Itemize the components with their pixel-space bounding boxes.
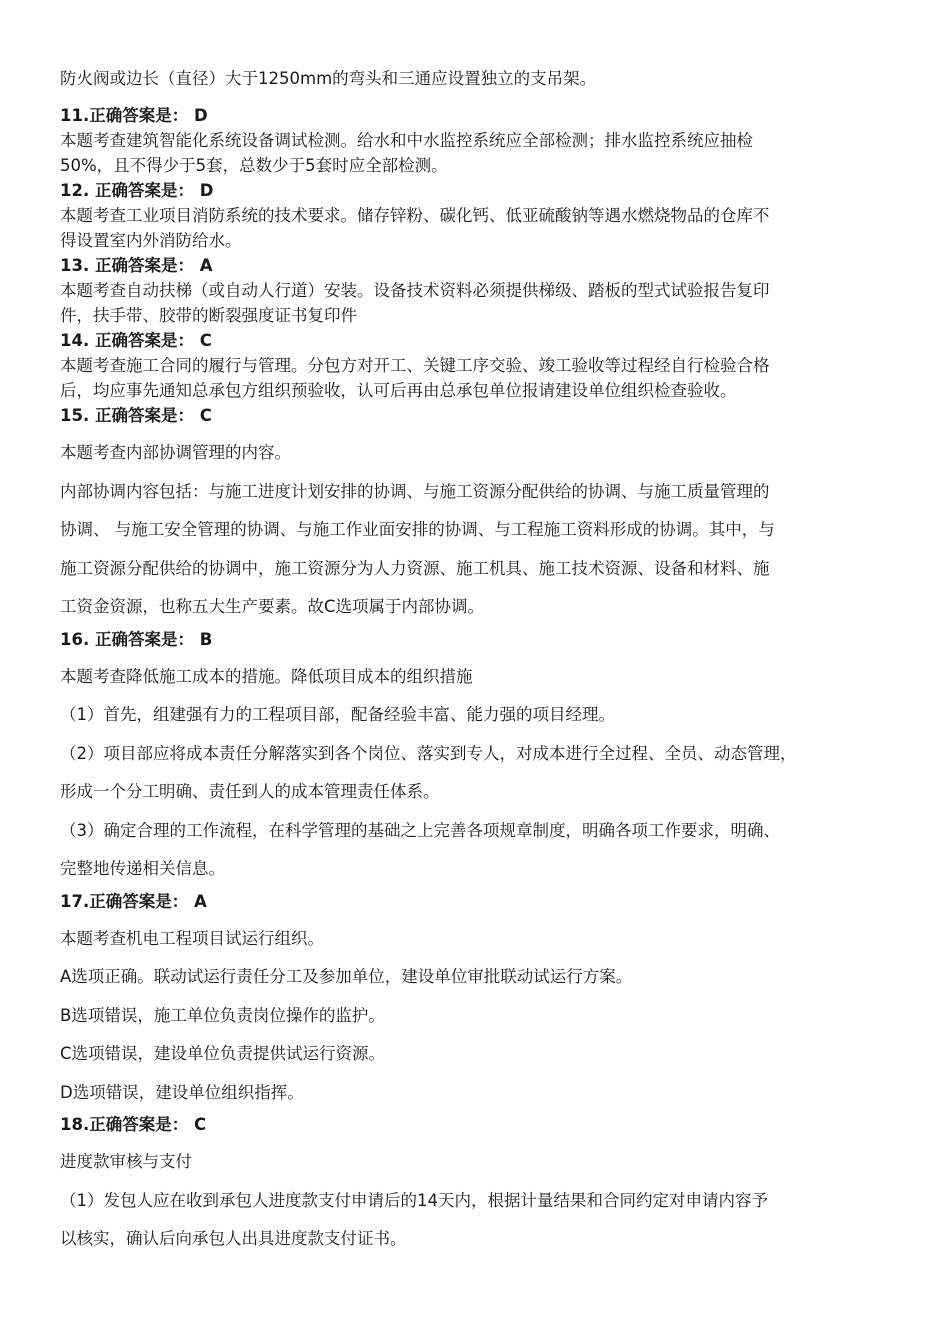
text-line: 本题考查机电工程项目试运行组织。 <box>60 928 324 948</box>
text-line: （1）发包人应在收到承包人进度款支付申请后的14天内，根据计量结果和合同约定对申请内容予 <box>60 1190 768 1210</box>
text-line: D选项错误，建设单位组织指挥。 <box>60 1082 304 1102</box>
answer-heading-16: 16. 正确答案是： B <box>60 629 213 649</box>
answer-heading-11: 11.正确答案是： D <box>60 106 208 125</box>
text-line: 50%，且不得少于5套，总数少于5套时应全部检测。 <box>60 156 448 175</box>
text-line: 协调、 与施工安全管理的协调、与施工作业面安排的协调、与工程施工资料形成的协调。其中，与 <box>60 520 775 539</box>
text-line: 本题考查降低施工成本的措施。降低项目成本的组织措施 <box>60 666 473 686</box>
text-line: 本题考查自动扶梯（或自动人行道）安装。设备技术资料必须提供梯级、踏板的型式试验报告复印 <box>60 281 770 300</box>
text-line: 本题考查内部协调管理的内容。 <box>60 443 291 462</box>
text-line: B选项错误，施工单位负责岗位操作的监护。 <box>60 1005 385 1025</box>
text-line: （1）首先，组建强有力的工程项目部，配备经验丰富、能力强的项目经理。 <box>60 705 615 724</box>
text-line: （2）项目部应将成本责任分解落实到各个岗位、落实到专人，对成本进行全过程、全员、动态管理， <box>60 743 797 763</box>
text-line: 以核实，确认后向承包人出具进度款支付证书。 <box>60 1229 407 1248</box>
text-line: 件，扶手带、胶带的断裂强度证书复印件 <box>60 306 357 325</box>
text-line: C选项错误，建设单位负责提供试运行资源。 <box>60 1044 386 1063</box>
answer-heading-13: 13. 正确答案是： A <box>60 256 213 275</box>
text-line: （3）确定合理的工作流程，在科学管理的基础之上完善各项规章制度，明确各项工作要求，明确、 <box>60 820 780 840</box>
text-line: 本题考查施工合同的履行与管理。分包方对开工、关键工序交验、竣工验收等过程经自行检验合格 <box>60 356 770 375</box>
document-page <box>60 66 920 1259</box>
answer-heading-18: 18.正确答案是： C <box>60 1115 207 1134</box>
text-line: 得设置室内外消防给水。 <box>60 231 242 250</box>
answer-heading-17: 17.正确答案是： A <box>60 891 207 911</box>
text-line: A选项正确。联动试运行责任分工及参加单位，建设单位审批联动试运行方案。 <box>60 967 633 986</box>
text-line: 施工资源分配供给的协调中，施工资源分为人力资源、施工机具、施工技术资源、设备和材料、施 <box>60 558 770 578</box>
text-line: 防火阀或边长（直径）大于1250mm的弯头和三通应设置独立的支吊架。 <box>60 69 597 88</box>
text-line: 完整地传递相关信息。 <box>60 859 225 878</box>
text-line: 内部协调内容包括：与施工进度计划安排的协调、与施工资源分配供给的协调、与施工质量管理的 <box>60 481 770 501</box>
text-line: 形成一个分工明确、责任到人的成本管理责任体系。 <box>60 782 440 801</box>
answer-heading-12: 12. 正确答案是： D <box>60 181 214 200</box>
answer-heading-14: 14. 正确答案是： C <box>60 331 212 350</box>
text-line: 进度款审核与支付 <box>60 1152 192 1171</box>
text-line: 本题考查工业项目消防系统的技术要求。储存锌粉、碳化钙、低亚硫酸钠等遇水燃烧物品的仓库不 <box>60 206 770 225</box>
answer-heading-15: 15. 正确答案是： C <box>60 406 212 425</box>
text-line: 工资金资源，也称五大生产要素。故C选项属于内部协调。 <box>60 597 485 616</box>
text-line: 本题考查建筑智能化系统设备调试检测。给水和中水监控系统应全部检测；排水监控系统应抽检 <box>60 131 753 150</box>
text-line: 后，均应事先通知总承包方组织预验收，认可后再由总承包单位报请建设单位组织检查验收。 <box>60 381 737 400</box>
